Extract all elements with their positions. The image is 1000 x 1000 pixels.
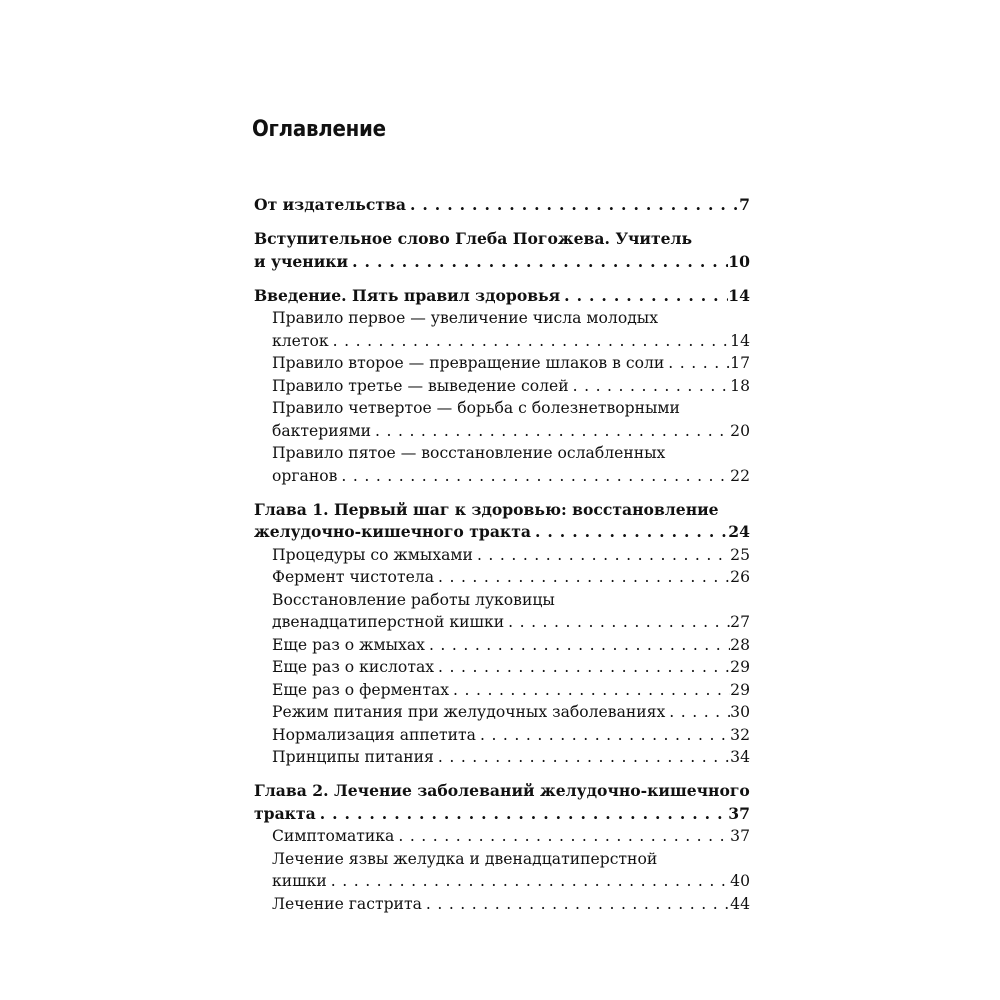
toc-entry (254, 780, 750, 825)
dot-leader (425, 634, 730, 657)
toc-entry-title: тракта (254, 803, 316, 823)
toc-entry-title: Симптоматика (272, 827, 395, 845)
dot-leader (406, 194, 739, 217)
toc-entry-title: Правило третье — выведение солей (272, 376, 569, 395)
toc-entry-title-line: Вступительное слово Глеба Погожева. Учитель (254, 229, 693, 248)
dot-leader (371, 420, 730, 443)
dot-leader (348, 251, 728, 274)
toc-entry-title-line: Восстановление работы луковицы (272, 590, 555, 609)
toc-entry-title: Правило второе — превращение шлаков в соли (272, 354, 665, 372)
toc-entry-title: Принципы питания (272, 748, 434, 766)
toc-entry (272, 679, 750, 702)
toc-entry-page: 20 (730, 421, 750, 440)
toc-entry-page: 37 (728, 803, 750, 823)
dot-leader (327, 870, 730, 893)
toc-entry-title: желудочно-кишечного тракта (254, 522, 531, 541)
toc-entry-page: 25 (730, 545, 750, 564)
toc-entry-page: 34 (730, 748, 750, 766)
toc-entry-page: 29 (730, 680, 750, 699)
toc-entry-title: и ученики (254, 251, 349, 271)
toc-entry-title: Еще раз о жмыхах (272, 635, 425, 654)
toc-entry-page: 32 (730, 725, 750, 744)
dot-leader (569, 375, 731, 398)
dot-leader (476, 724, 730, 747)
toc-entry (272, 589, 750, 634)
toc-entry-title-line: Правило пятое — восстановление ослабленных (272, 444, 666, 462)
toc-entry-page: 37 (730, 827, 750, 845)
toc-entry-title: Режим питания при желудочных заболеваниях (272, 703, 666, 721)
toc-entry-title: бактериями (272, 421, 372, 440)
toc-entry-title-line: Глава 1. Первый шаг к здоровью: восстановление (254, 499, 719, 519)
toc-entry (272, 307, 750, 352)
toc-entry-page: 14 (730, 331, 750, 350)
dot-leader (337, 465, 730, 488)
toc-entry-title: Еще раз о ферментах (272, 680, 450, 699)
toc-entry-title: Фермент чистотела (272, 568, 434, 586)
toc-entry-page: 44 (730, 894, 750, 913)
toc-entry-title: двенадцатиперстной кишки (272, 613, 505, 631)
toc-entry-page: 30 (730, 703, 750, 721)
toc-entry-page: 10 (728, 251, 750, 271)
toc-entry-title-line: Правило первое — увеличение числа молодых (272, 309, 659, 327)
dot-leader (665, 701, 730, 724)
toc-entry (272, 701, 750, 724)
toc-entry-title: Нормализация аппетита (272, 725, 476, 744)
dot-leader (664, 352, 730, 375)
toc-entry (272, 544, 750, 567)
toc-entry-page: 24 (728, 522, 750, 541)
toc-entry-page: 29 (730, 658, 750, 676)
dot-leader (504, 611, 730, 634)
toc-entry (272, 893, 750, 916)
dot-leader (449, 679, 730, 702)
toc-entry-page: 18 (730, 376, 750, 395)
toc-entry (254, 285, 750, 308)
toc-entry-title: Еще раз о кислотах (272, 658, 435, 676)
toc-entry (272, 724, 750, 747)
table-of-contents (254, 194, 750, 915)
dot-leader (434, 746, 730, 769)
page-title: Оглавление (252, 117, 386, 142)
toc-entry (254, 194, 750, 217)
toc-entry (272, 825, 750, 848)
toc-entry (272, 566, 750, 589)
toc-entry-page: 26 (730, 568, 750, 586)
toc-entry (272, 397, 750, 442)
toc-entry (272, 848, 750, 893)
toc-entry-page: 40 (730, 872, 750, 890)
toc-entry-page: 7 (739, 195, 750, 214)
toc-entry (272, 634, 750, 657)
toc-entry-title: Введение. Пять правил здоровья (254, 285, 561, 305)
dot-leader (560, 285, 728, 308)
dot-leader (394, 825, 730, 848)
toc-entry-title-line: Глава 2. Лечение заболеваний желудочно-кишечного (254, 781, 750, 800)
toc-entry-title-line: Лечение язвы желудка и двенадцатиперстной (272, 849, 658, 868)
dot-leader (422, 893, 730, 916)
toc-entry (272, 352, 750, 375)
dot-leader (434, 656, 730, 679)
toc-entry-page: 27 (730, 613, 750, 631)
dot-leader (473, 544, 730, 567)
toc-entry (272, 656, 750, 679)
dot-leader (316, 803, 729, 826)
toc-entry-title-line: Правило четвертое — борьба с болезнетворными (272, 399, 680, 417)
toc-entry (272, 746, 750, 769)
toc-entry (272, 442, 750, 487)
toc-entry-title: клеток (272, 331, 329, 350)
toc-entry-page: 28 (730, 635, 750, 654)
toc-entry-page: 14 (728, 285, 750, 305)
dot-leader (434, 566, 730, 589)
toc-entry-title: Процедуры со жмыхами (272, 545, 473, 564)
dot-leader (329, 330, 731, 353)
toc-entry-title: органов (272, 466, 338, 485)
toc-entry-title: От издательства (254, 195, 406, 214)
toc-entry-title: Лечение гастрита (272, 894, 422, 913)
toc-entry (272, 375, 750, 398)
toc-entry-page: 22 (730, 466, 750, 485)
toc-entry (254, 499, 750, 544)
dot-leader (531, 521, 728, 544)
toc-entry-page: 17 (730, 354, 750, 372)
toc-entry (254, 228, 750, 273)
toc-entry-title: кишки (272, 872, 327, 890)
